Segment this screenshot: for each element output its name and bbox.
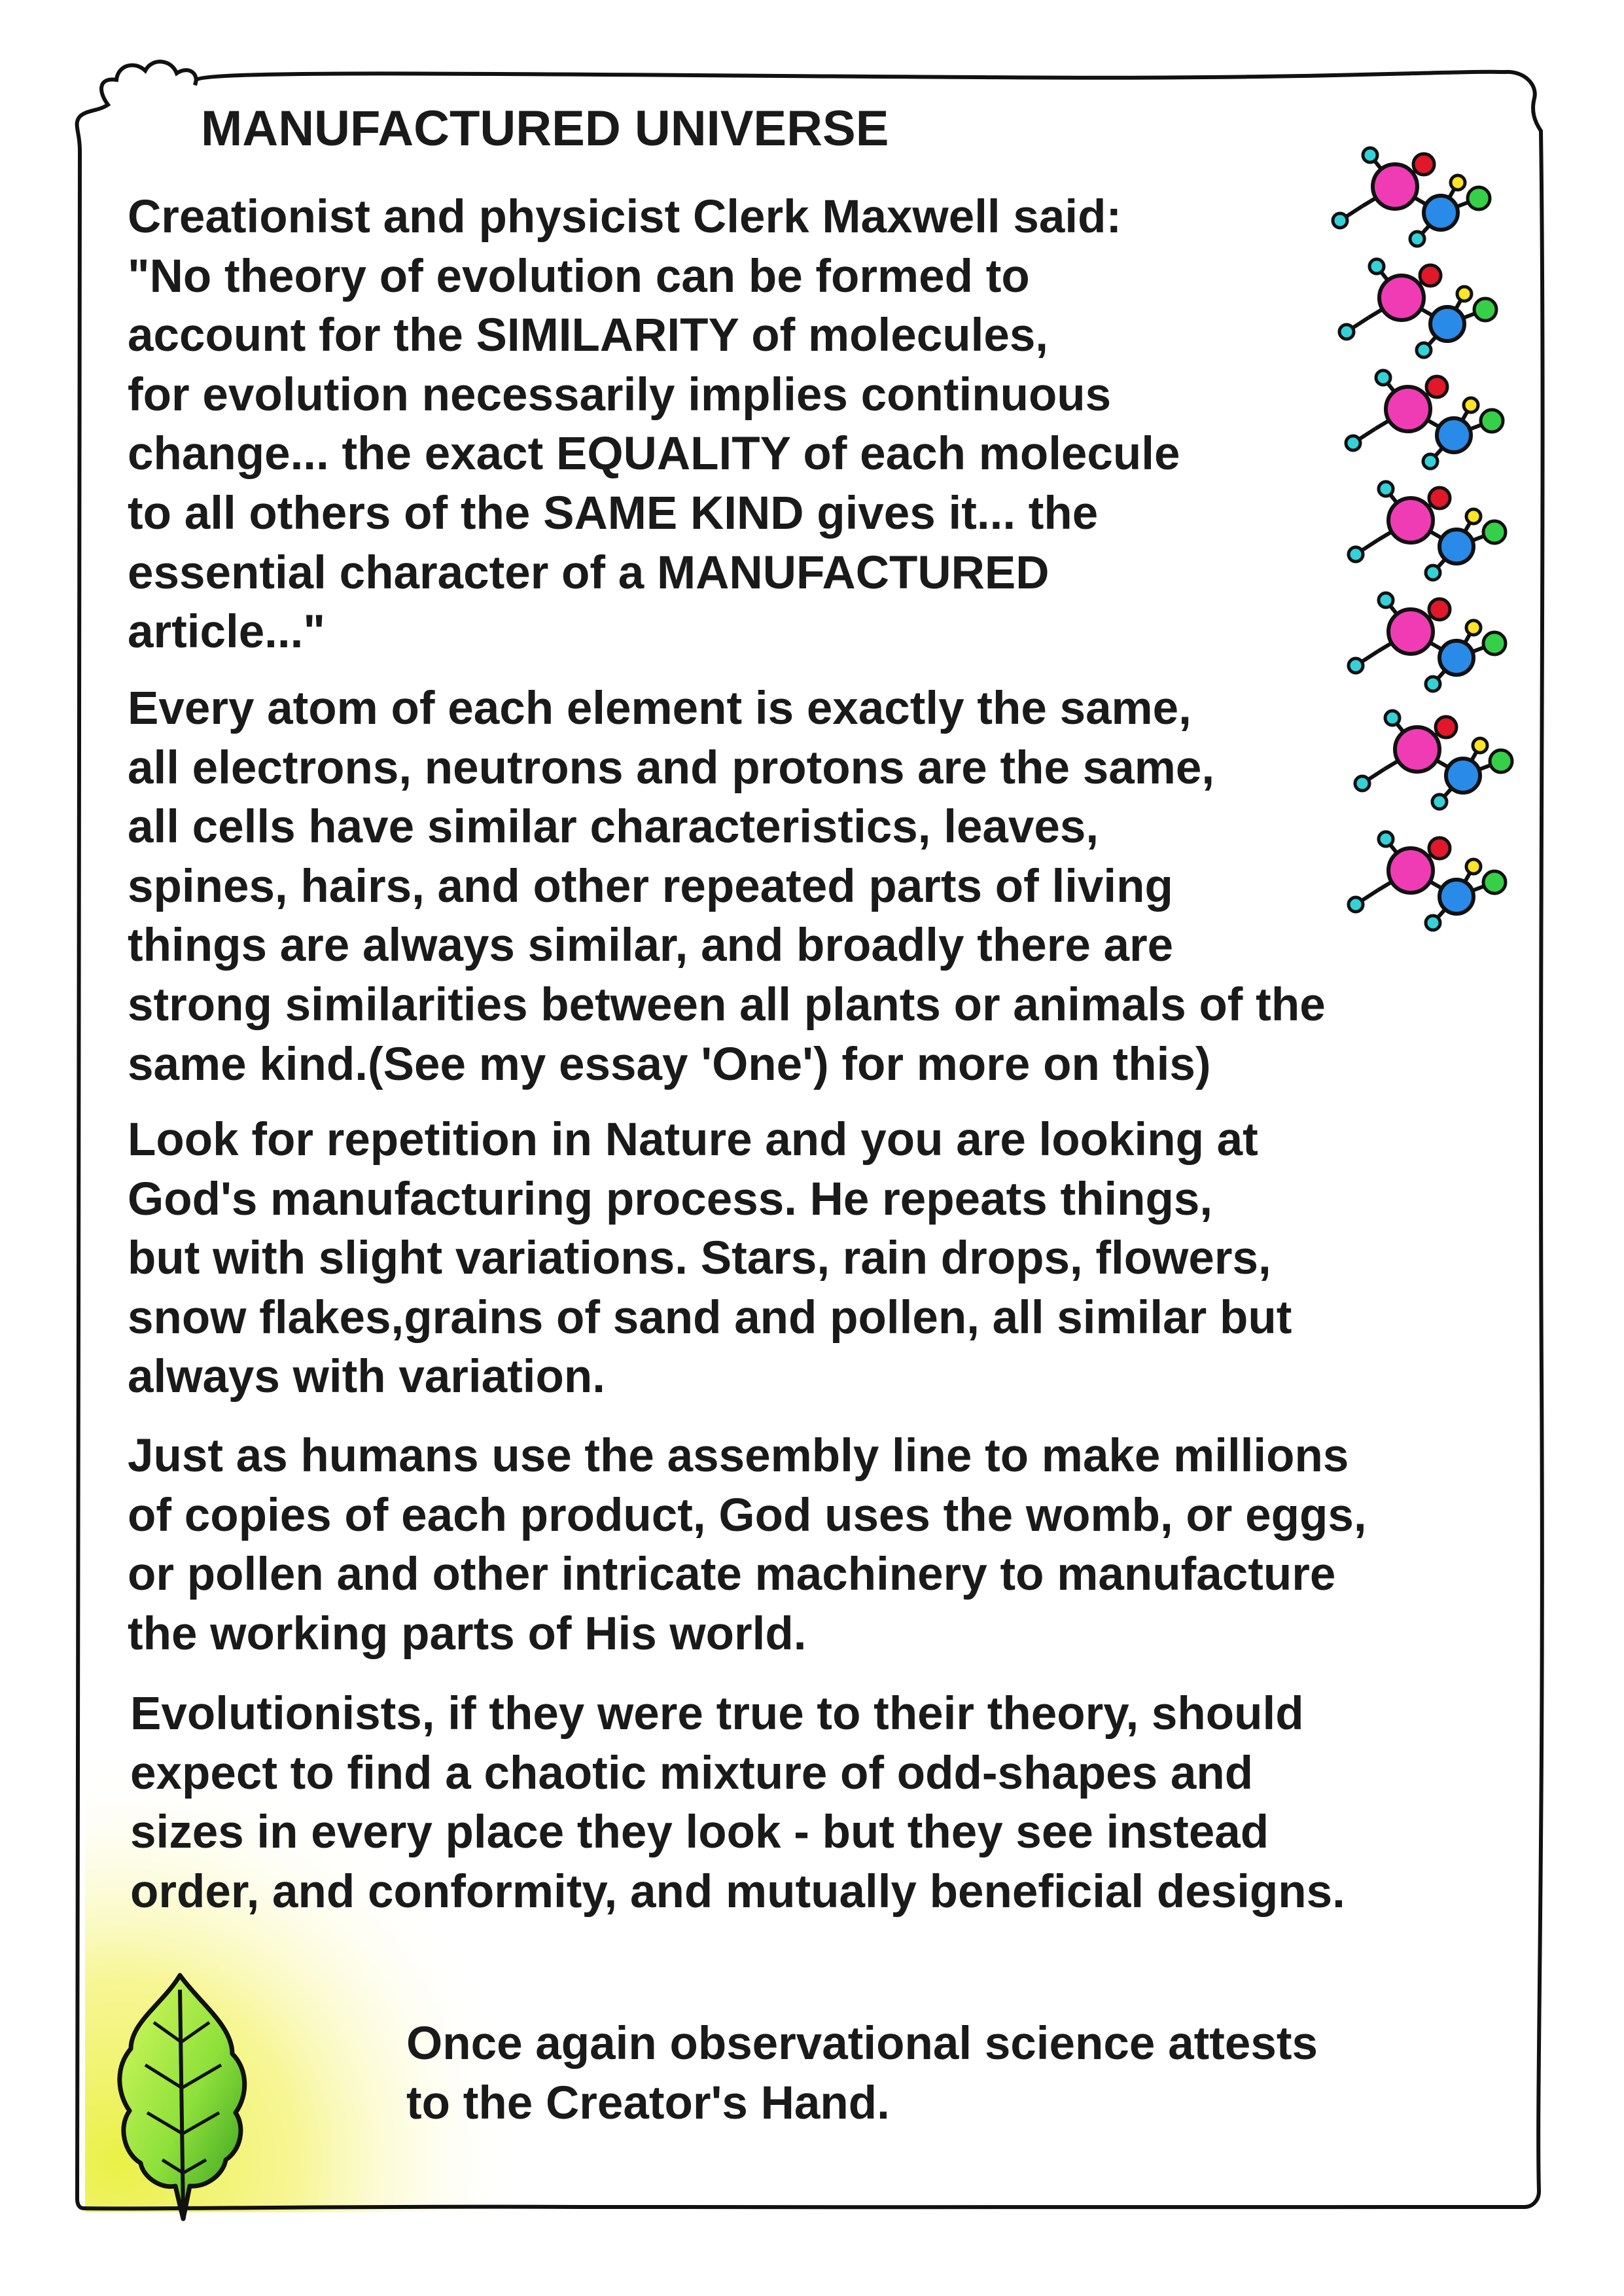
text-line: same kind.(See my essay 'One') for more on this) (128, 1038, 1211, 1090)
paragraph-repetition (128, 1111, 1292, 1407)
text-line: all cells have similar characteristics, leaves, (128, 801, 1099, 853)
text-line: Just as humans use the assembly line to make millions (128, 1430, 1349, 1482)
text-line: the working parts of His world. (128, 1607, 807, 1660)
text-line: Every atom of each element is exactly the same, (128, 683, 1192, 734)
text-line: all electrons, neutrons and protons are the same, (128, 742, 1215, 794)
text-line: to the Creator's Hand. (406, 2077, 890, 2129)
text-line: Creationist and physicist Clerk Maxwell said: (128, 191, 1122, 243)
text-line: expect to find a chaotic mixture of odd-shapes and (130, 1747, 1254, 1799)
text-line: but with slight variations. Stars, rain drops, flowers, (128, 1232, 1271, 1285)
paragraph-atoms (128, 679, 1326, 1094)
molecule-icon (1349, 482, 1506, 580)
text-line: spines, hairs, and other repeated parts of living (128, 860, 1173, 912)
text-line: strong similarities between all plants or animals of the (128, 978, 1326, 1031)
molecule-icon (1346, 370, 1503, 469)
molecule-icon (1333, 148, 1490, 246)
text-line: snow flakes,grains of sand and pollen, all similar but (128, 1291, 1292, 1344)
text-line: account for the SIMILARITY of molecules, (128, 310, 1049, 362)
text-line: always with variation. (128, 1351, 605, 1403)
text-line: "No theory of evolution can be formed to (128, 250, 1030, 302)
text-line: Once again observational science attests (406, 2018, 1318, 2070)
text-line: for evolution necessarily implies continuous (128, 368, 1112, 421)
molecule-icon (1349, 832, 1506, 930)
text-line: things are always similar, and broadly there are (128, 920, 1174, 972)
text-line: article..." (128, 606, 326, 658)
molecule-icon (1339, 259, 1496, 357)
text-line: essential character of a MANUFACTURED (128, 547, 1050, 599)
text-line: to all others of the SAME KIND gives it... the (128, 487, 1099, 539)
closing-statement (406, 2015, 1318, 2133)
text-line: change... the exact EQUALITY of each molecule (128, 428, 1180, 480)
text-line: God's manufacturing process. He repeats things, (128, 1173, 1213, 1225)
text-line: Evolutionists, if they were true to their theory, should (130, 1688, 1304, 1740)
text-line: of copies of each product, God uses the womb, or eggs, (128, 1489, 1367, 1541)
page-title: MANUFACTURED UNIVERSE (201, 101, 889, 156)
paragraph-maxwell-quote (128, 188, 1180, 662)
molecule-icon (1349, 593, 1506, 691)
text-line: Look for repetition in Nature and you are looking at (128, 1114, 1258, 1166)
paragraph-assembly-line (128, 1427, 1367, 1664)
text-line: sizes in every place they look - but they see instead (130, 1806, 1269, 1859)
molecule-icon (1355, 711, 1512, 809)
text-line: or pollen and other intricate machinery to manufacture (128, 1549, 1336, 1601)
paragraph-evolutionists (130, 1685, 1345, 1922)
text-line: order, and conformity, and mutually beneficial designs. (130, 1865, 1345, 1918)
